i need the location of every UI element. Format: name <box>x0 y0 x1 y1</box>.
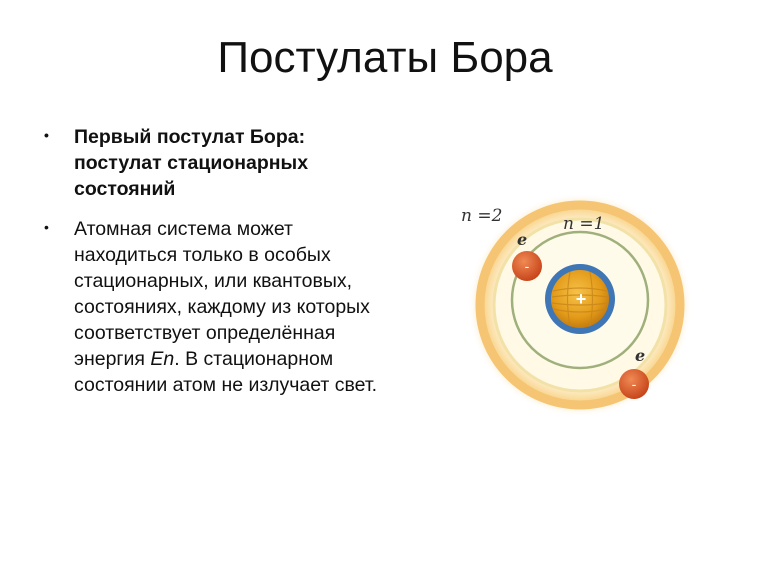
bohr-atom-diagram <box>455 195 705 415</box>
bullet-mark: • <box>44 219 49 235</box>
electron-charge: - <box>524 258 530 274</box>
bullet-first-postulate <box>40 124 380 202</box>
nucleus-charge: + <box>575 289 587 309</box>
energy-symbol: Еn <box>150 348 175 370</box>
bullet-description <box>40 216 380 398</box>
electron-charge: - <box>631 376 637 392</box>
outer-orbit-label: n =2 <box>461 206 503 226</box>
bullet-description-end: . В стационарном состоянии атом не излучает свет. <box>74 348 378 396</box>
electron-label: e <box>635 346 646 365</box>
bullet-mark: • <box>44 127 49 143</box>
slide-title: Постулаты Бора <box>217 33 553 82</box>
inner-orbit-label: n =1 <box>563 214 605 234</box>
bullet-list <box>40 124 380 398</box>
bullet-description-text: Атомная система может находиться только в особых стационарных, или квантовых, состояниях, каждому из которых соответствует определённая энергия <box>74 218 370 370</box>
bohr-atom-svg <box>455 195 705 415</box>
bullet-first-text: Первый постулат Бора: постулат стационарных состояний <box>74 126 309 200</box>
electron-label: e <box>517 230 528 249</box>
